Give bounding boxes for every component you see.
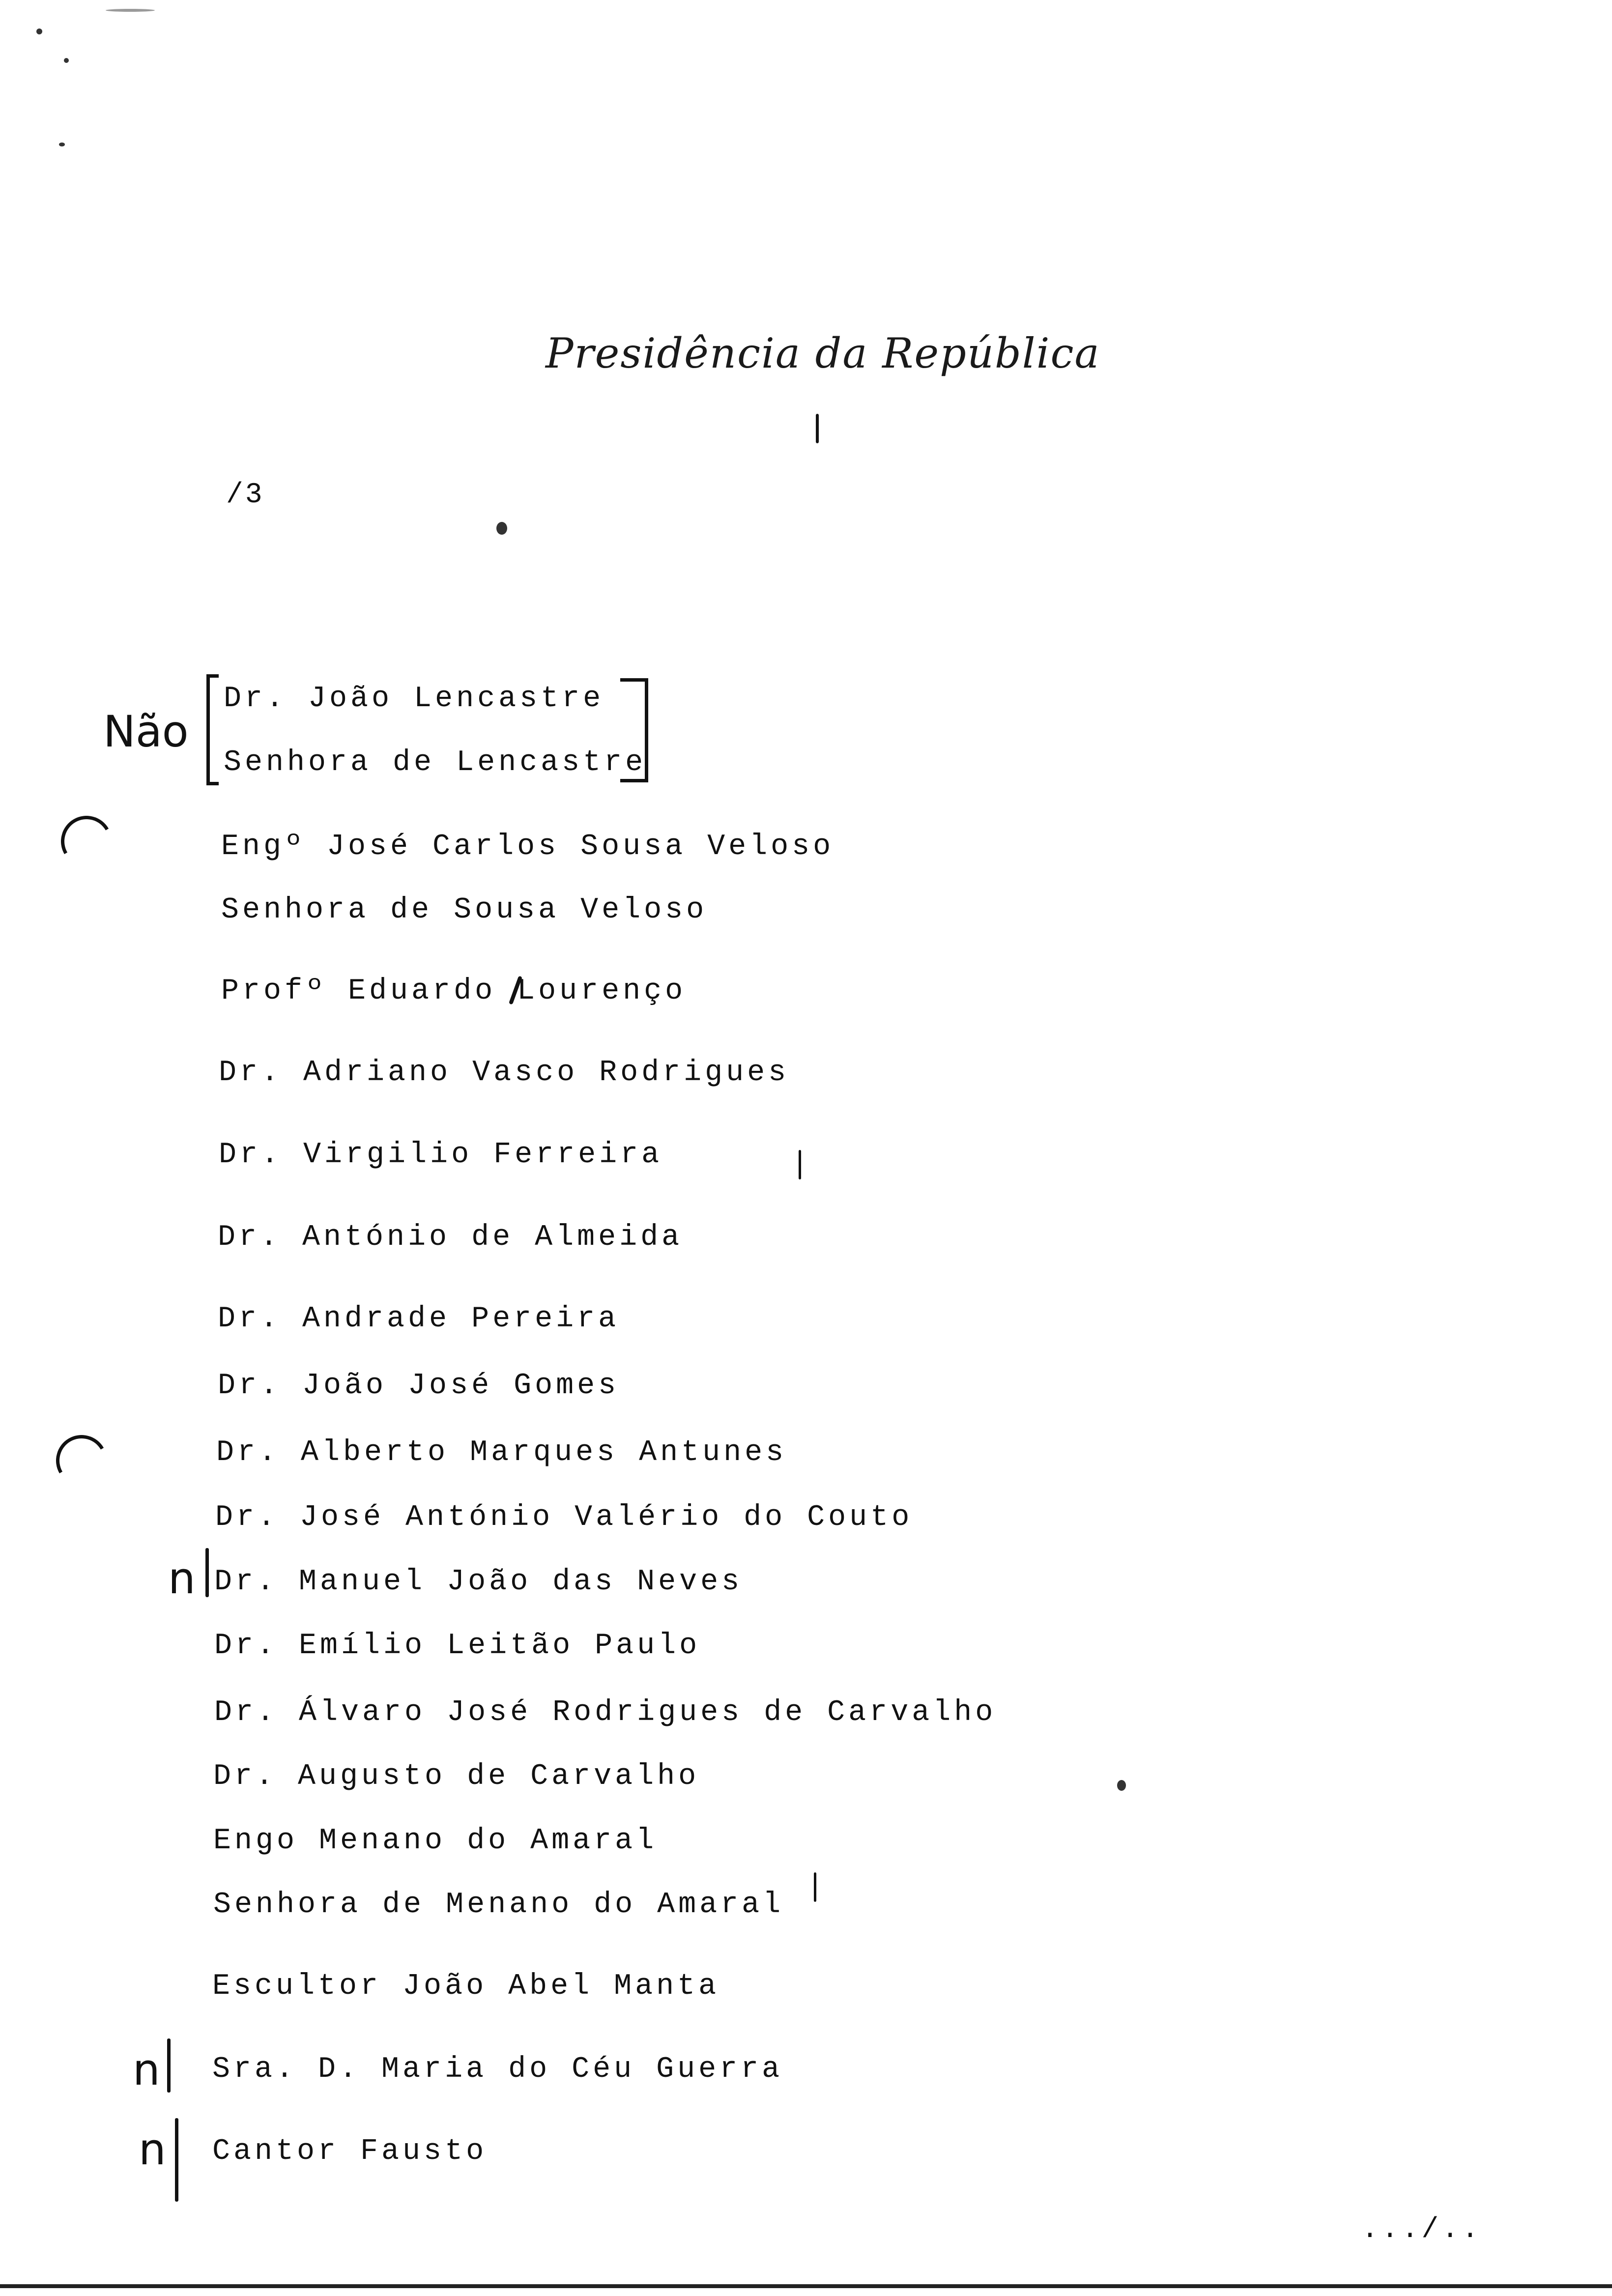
letterhead: Presidência da República: [546, 329, 1100, 377]
page-bottom-edge: [0, 2284, 1612, 2288]
guest-name: Dr. João José Gomes: [218, 1369, 620, 1403]
handwritten-n-mark: n: [133, 2044, 160, 2095]
guest-name: Dr. José António Valério do Couto: [215, 1501, 913, 1534]
scan-speck: [36, 29, 42, 34]
guest-name: Dr. Adriano Vasco Rodrigues: [219, 1056, 790, 1090]
scan-speck: [1117, 1780, 1126, 1791]
guest-name: Dr. Alberto Marques Antunes: [216, 1436, 787, 1469]
guest-name: Dr. Virgilio Ferreira: [219, 1138, 663, 1172]
page-number: /3: [226, 479, 264, 511]
scan-speck: [64, 58, 69, 63]
handwritten-stroke: [814, 1872, 816, 1902]
guest-name: Sra. D. Maria do Céu Guerra: [212, 2053, 783, 2086]
guest-name: Dr. Augusto de Carvalho: [213, 1760, 700, 1793]
guest-name: Dr. João Lencastre: [224, 682, 604, 716]
scan-speck: [106, 9, 155, 12]
guest-name: Profº Eduardo Lourenço: [221, 975, 687, 1008]
letterhead-mark: [816, 414, 819, 443]
handwritten-n-bar: [205, 1548, 209, 1597]
continuation-marker: .../..: [1361, 2214, 1482, 2246]
guest-name: Dr. Álvaro José Rodrigues de Carvalho: [214, 1696, 997, 1729]
guest-name: Cantor Fausto: [212, 2135, 488, 2168]
handwritten-nao: Não: [103, 706, 189, 757]
handwritten-n-bar: [167, 2038, 171, 2093]
handwritten-n-mark: n: [168, 1553, 196, 1604]
handwritten-n-mark: n: [139, 2124, 166, 2175]
handwritten-bracket-left: [206, 674, 219, 785]
guest-name: Senhora de Sousa Veloso: [221, 893, 708, 927]
guest-name: Dr. Andrade Pereira: [218, 1302, 620, 1336]
handwritten-arc-mark: [55, 810, 117, 872]
guest-name: Senhora de Lencastre: [224, 746, 647, 779]
handwritten-arc-mark: [50, 1429, 113, 1492]
handwritten-stroke: [799, 1150, 801, 1179]
guest-name: Engº José Carlos Sousa Veloso: [221, 830, 835, 863]
guest-name: Dr. Emílio Leitão Paulo: [214, 1629, 701, 1663]
guest-name: Senhora de Menano do Amaral: [213, 1888, 784, 1922]
handwritten-n-bar: [175, 2118, 178, 2202]
guest-name: Dr. António de Almeida: [218, 1221, 683, 1254]
guest-name: Escultor João Abel Manta: [212, 1970, 720, 2003]
scan-speck: [59, 143, 65, 146]
guest-name: Engo Menano do Amaral: [213, 1824, 658, 1858]
scan-speck: [496, 522, 507, 535]
guest-name: Dr. Manuel João das Neves: [214, 1565, 743, 1599]
